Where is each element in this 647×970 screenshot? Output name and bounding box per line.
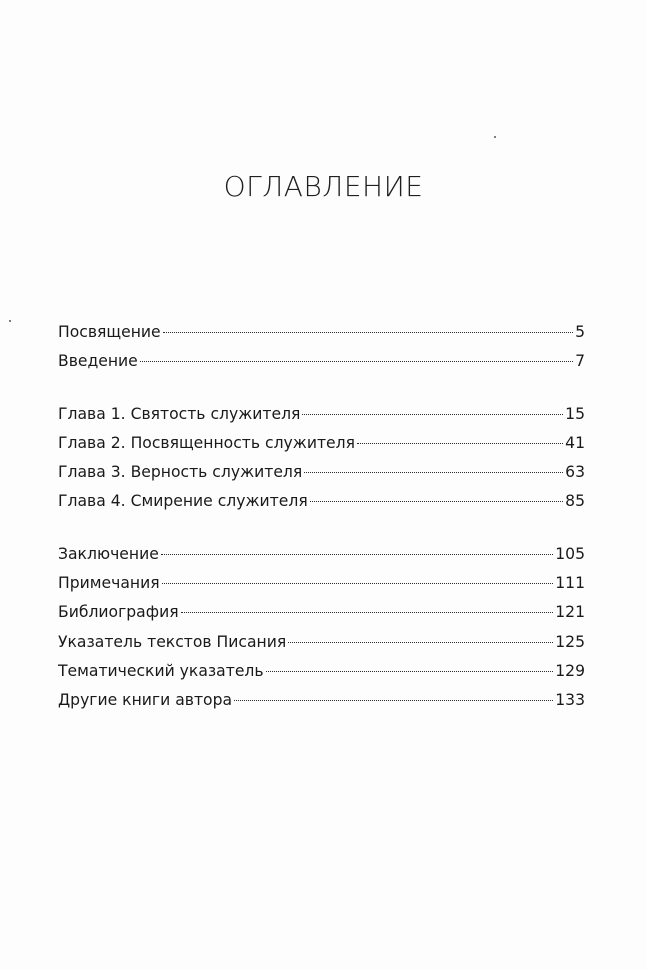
- toc-entry-page-number: 7: [575, 352, 585, 371]
- toc-entry-title: Заключение: [58, 544, 159, 563]
- toc-entry[interactable]: [58, 458, 585, 487]
- toc-entry-page-number: 105: [555, 544, 585, 563]
- toc-entry[interactable]: [58, 347, 585, 376]
- toc-entry[interactable]: [58, 569, 585, 598]
- toc-entry-title: Глава 4. Смирение служителя: [58, 492, 308, 511]
- dot-leader: [181, 612, 554, 613]
- scan-speck: [9, 320, 11, 322]
- toc-entry-title: Глава 3. Верность служителя: [58, 463, 303, 482]
- dot-leader: [357, 443, 563, 444]
- dot-leader: [304, 472, 563, 473]
- dot-leader: [302, 414, 563, 415]
- toc-entry-page-number: 41: [565, 433, 585, 452]
- toc-entry[interactable]: [58, 686, 585, 715]
- dot-leader: [161, 554, 553, 555]
- toc-entry-page-number: 111: [555, 574, 585, 593]
- toc-entry[interactable]: [58, 429, 585, 458]
- toc-entry-title: Другие книги автора: [58, 691, 233, 710]
- toc-entry-page-number: 125: [555, 632, 585, 651]
- toc-entry-title: Глава 1. Святость служителя: [58, 404, 301, 423]
- toc-group-front-matter: [58, 318, 585, 377]
- toc-entry[interactable]: [58, 487, 585, 516]
- toc-entry[interactable]: [58, 657, 585, 686]
- toc-entry-page-number: 15: [565, 404, 585, 423]
- dot-leader: [288, 642, 553, 643]
- toc-entry[interactable]: [58, 400, 585, 429]
- scan-speck: [494, 136, 496, 138]
- toc-entry-page-number: 129: [555, 661, 585, 680]
- table-of-contents: [58, 318, 585, 716]
- toc-entry-page-number: 63: [565, 463, 585, 482]
- dot-leader: [266, 671, 554, 672]
- toc-group-back-matter: [58, 540, 585, 716]
- toc-entry-title: Введение: [58, 352, 138, 371]
- toc-entry[interactable]: [58, 598, 585, 627]
- toc-entry[interactable]: [58, 628, 585, 657]
- toc-entry-title: Глава 2. Посвященность служителя: [58, 433, 355, 452]
- toc-entry-page-number: 85: [565, 492, 585, 511]
- toc-entry-page-number: 133: [555, 691, 585, 710]
- toc-entry-title: Примечания: [58, 574, 160, 593]
- toc-entry-title: Тематический указатель: [58, 661, 264, 680]
- toc-entry-page-number: 121: [555, 603, 585, 622]
- dot-leader: [140, 361, 573, 362]
- toc-entry-title: Посвящение: [58, 323, 161, 341]
- toc-entry-title: Библиография: [58, 603, 179, 622]
- toc-group-chapters: [58, 400, 585, 517]
- toc-entry-page-number: 5: [575, 323, 585, 341]
- toc-entry[interactable]: [58, 318, 585, 347]
- dot-leader: [310, 501, 563, 502]
- dot-leader: [163, 332, 573, 333]
- toc-entry[interactable]: [58, 540, 585, 569]
- dot-leader: [234, 700, 553, 701]
- page-title: ОГЛАВЛЕНИЕ: [223, 170, 424, 203]
- dot-leader: [162, 583, 554, 584]
- toc-entry-title: Указатель текстов Писания: [58, 632, 287, 651]
